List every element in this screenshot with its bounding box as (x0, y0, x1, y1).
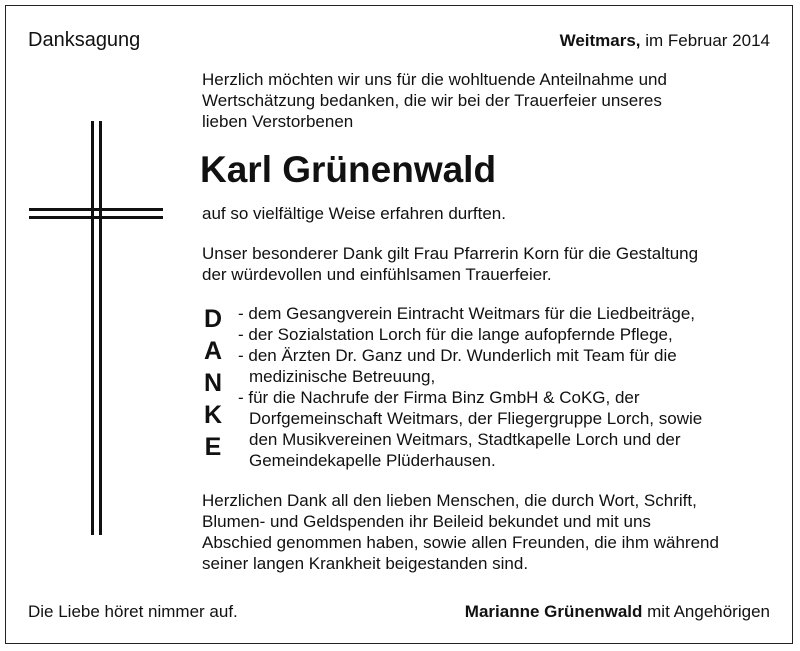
signer-name: Marianne Grünenwald (464, 602, 643, 621)
closing-line: seiner langen Krankheit beigestanden sind. (202, 554, 529, 573)
dateline-place: Weitmars, (559, 31, 641, 50)
thanks-item: - der Sozialstation Lorch für die lange aufopfernde Pflege, (238, 325, 673, 344)
intro-line: Wertschätzung bedanken, die wir bei der Trauerfeier unseres (202, 91, 662, 110)
thanks-item-continuation: medizinische Betreuung, (249, 367, 436, 386)
danke-letter: E (204, 433, 222, 461)
thanks-item: - für die Nachrufe der Firma Binz GmbH & CoKG, der (238, 388, 640, 407)
signer-suffix: mit Angehörigen (647, 602, 770, 621)
thanks-item: - dem Gesangverein Eintracht Weitmars für die Liedbeiträge, (238, 304, 696, 323)
special-thanks (202, 243, 698, 285)
footer-signature (465, 601, 770, 622)
closing-line: Herzlichen Dank all den lieben Menschen, die durch Wort, Schrift, (202, 491, 697, 510)
danke-letter: A (203, 337, 223, 365)
thanks-item-continuation: Gemeindekapelle Plüderhausen. (249, 451, 496, 470)
deceased-name: Karl Grünenwald (200, 149, 497, 190)
closing-paragraph (202, 490, 719, 574)
closing-line: Abschied genommen haben, sowie allen Freunden, die ihm während (202, 533, 719, 552)
special-thanks-line: der würdevollen und einfühlsamen Trauerfeier. (202, 265, 552, 284)
thanks-item: - den Ärzten Dr. Ganz und Dr. Wunderlich mit Team für die (238, 346, 677, 365)
danke-letter: K (203, 401, 223, 429)
danke-letter: N (203, 369, 223, 397)
intro-line: lieben Verstorbenen (202, 112, 354, 131)
intro-line: Herzlich möchten wir uns für die wohltuende Anteilnahme und (202, 70, 667, 89)
closing-line: Blumen- und Geldspenden ihr Beileid bekundet und mit uns (202, 512, 651, 531)
dateline (560, 30, 770, 51)
thanks-item-continuation: Dorfgemeinschaft Weitmars, der Fliegergruppe Lorch, sowie (249, 409, 703, 428)
dateline-date: im Februar 2014 (645, 31, 770, 50)
danke-vertical (200, 303, 226, 463)
special-thanks-line: Unser besonderer Dank gilt Frau Pfarrerin Korn für die Gestaltung (202, 244, 699, 263)
danke-letter: D (203, 305, 223, 333)
thanks-item-continuation: den Musikvereinen Weitmars, Stadtkapelle Lorch und der (249, 430, 681, 449)
intro-paragraph (202, 69, 667, 132)
intro-end: auf so vielfältige Weise erfahren durften. (202, 204, 506, 223)
thanks-list (238, 303, 702, 471)
notice-heading: Danksagung (28, 29, 141, 51)
footer-quote: Die Liebe höret nimmer auf. (28, 602, 238, 621)
